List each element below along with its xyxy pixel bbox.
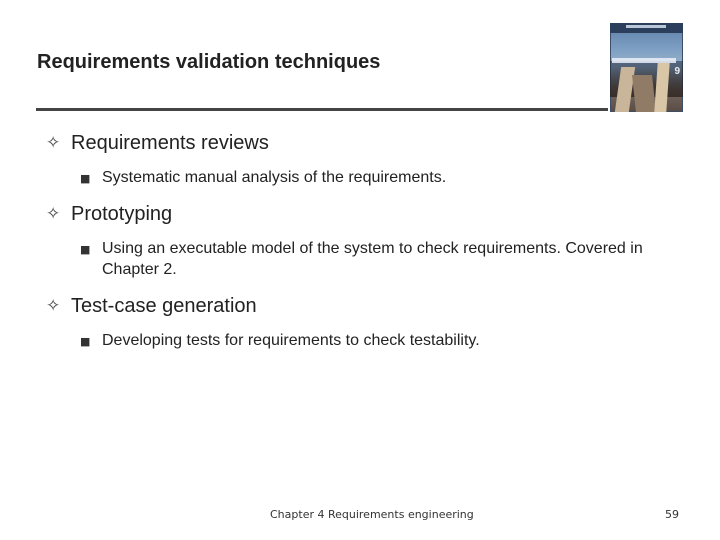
book-cover-image [610,23,683,112]
bullet-item [46,130,696,156]
sub-bullet-item [80,330,696,351]
book-cover-building-2 [632,75,656,112]
book-cover-edition: 9 [674,66,680,77]
square-bullet-icon: ■ [80,243,91,256]
sub-bullet-text: Using an executable model of the system to check requirements. Covered in Chapter 2. [102,240,643,278]
book-cover-title-strip [612,58,676,63]
bullet-item [46,293,696,319]
book-cover-author-strip [626,25,666,28]
sub-bullet-item [80,238,682,280]
bullet-text: Test-case generation [71,295,257,317]
book-cover-building-3 [654,63,669,112]
slide-footer: Chapter 4 Requirements engineering [270,508,474,521]
bullet-text: Requirements reviews [71,132,269,154]
page-number: 59 [665,508,679,521]
book-cover-header-band [610,23,683,33]
sub-bullet-item [80,167,696,188]
slide-title: Requirements validation techniques [37,51,381,73]
bullet-text: Prototyping [71,203,173,225]
four-pointed-star-icon: ✧ [46,296,61,316]
title-divider [36,108,608,111]
four-pointed-star-icon: ✧ [46,133,61,153]
bullet-list [46,130,696,351]
sub-bullet-text: Systematic manual analysis of the requirements. [102,169,447,186]
bullet-item [46,201,696,227]
four-pointed-star-icon: ✧ [46,204,61,224]
sub-bullet-text: Developing tests for requirements to check testability. [102,332,480,349]
square-bullet-icon: ■ [80,172,91,185]
square-bullet-icon: ■ [80,335,91,348]
